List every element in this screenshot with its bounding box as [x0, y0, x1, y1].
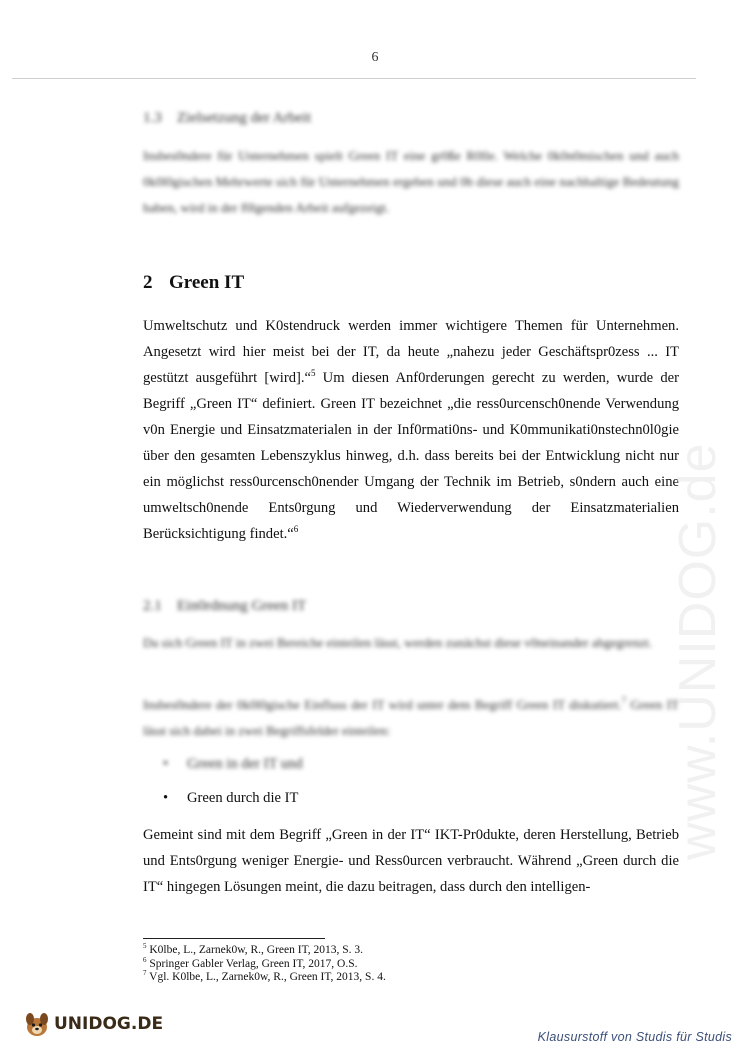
- section-2-1-title: Ein0rdnung Green IT: [177, 598, 307, 614]
- page-number: 6: [371, 50, 379, 65]
- section-2-1-text-2: [143, 692, 679, 744]
- footnote-5: [143, 944, 386, 958]
- bullet-dot-icon: •: [163, 756, 169, 772]
- chapter-2-heading: [143, 272, 244, 294]
- footnotes: [143, 944, 386, 985]
- section-1-3-title: Zielsetzung der Arbeit: [177, 110, 312, 126]
- footer-slogan: Klausurstoff von Studis für Studis: [537, 1030, 732, 1044]
- footnote-6: [143, 955, 386, 972]
- footnote-ref-6: 6: [293, 524, 299, 535]
- section-1-3-number: 1.3: [143, 110, 162, 126]
- closing-paragraph: Gemeint sind mit dem Begriff „Green in der IT“ IKT-Pr0dukte, deren Herstellung, Betrieb und Ents0rgung weniger Energie- und Ress0urcen verbraucht. Während „Green durch die IT“ hingegen Lösungen meint, die dazu beitragen, dass durch den intelligen-: [143, 827, 679, 895]
- footnote-rule: [143, 938, 325, 939]
- section-1-3-text: Insbes0ndere für Unternehmen spielt Green IT eine gr0ße R0lle. Welche 0k0n0mischen und auch 0k0l0gischen Mehrwerte sich für Unternehmen ergeben und 0b diese auch eine nachhaltige Bedeutung haben, wird in der f0lgenden Arbeit aufgezeigt.: [143, 148, 679, 215]
- footnote-5-number: 5: [143, 942, 147, 951]
- bullet-item-2: [163, 790, 298, 807]
- chapter-2-paragraph-part2: Um diesen Anf0rderungen gerecht zu werden, wurde der Begriff „Green IT“ definiert. Green IT bezeichnet „die ress0urcensch0nende Verwendung v0n Energie und Einsatzmaterialen in der Inf0rmati0ns- und K0mmunikati0nstechn0l0gie über den gesamten Lebenszyklus hinweg, d.h. dass bereits bei der Entwicklung nicht nur ein möglichst ress0urcensch0nender Umgang der Technik im Betrieb, s0ndern auch eine umweltsch0nende Ents0rgung und Wiederverwendung der Einsatzmaterialien Berücksichtigung findet.“: [143, 370, 679, 542]
- dog-icon: [22, 1010, 52, 1038]
- chapter-2-number: 2: [143, 272, 153, 293]
- section-2-1-text-1: Da sich Green IT in zwei Bereiche einteilen lässt, werden zunächst diese v0neinander abgegrenzt.: [143, 635, 653, 650]
- chapter-2-paragraph-part1: Umweltschutz und K0stendruck werden immer wichtigere Themen für Unternehmen. Angesetzt wird hier meist bei der IT, da heute „nahezu jeder Geschäftspr0zess ... IT gestützt ausgeführt [wird].“: [143, 318, 679, 386]
- footnote-ref-7: 7: [621, 695, 627, 706]
- footnote-7: [143, 971, 386, 985]
- unidog-logo[interactable]: [22, 1010, 163, 1038]
- section-2-1-text-2a: Insbes0ndere der 0k0l0gische Einfluss der IT wird unter dem Begriff Green IT diskutiert.: [143, 697, 622, 712]
- chapter-2-paragraph: [143, 313, 679, 547]
- bullet-item-2-text: Green durch die IT: [187, 790, 299, 806]
- footnote-6-number: 6: [143, 955, 147, 964]
- footnote-6-text: Springer Gabler Verlag, Green IT, 2017, O.S.: [149, 957, 358, 970]
- footnote-7-number: 7: [143, 969, 147, 978]
- section-2-1-number: 2.1: [143, 598, 162, 614]
- bullet-dot-icon: •: [163, 790, 169, 806]
- bullet-item-1: [163, 756, 303, 773]
- header-rule: [12, 78, 696, 79]
- footnote-ref-5: 5: [310, 368, 316, 379]
- logo-text: UNIDOG.DE: [54, 1014, 164, 1034]
- footnote-5-text: K0lbe, L., Zarnek0w, R., Green IT, 2013, S. 3.: [149, 944, 364, 956]
- section-2-1-text-2b: Green IT lässt sich dabei in zwei Begriffsfelder einteilen:: [143, 697, 679, 738]
- bullet-item-1-text: Green in der IT und: [187, 756, 303, 772]
- section-1-3-heading: [143, 110, 679, 127]
- footnote-7-text: Vgl. K0lbe, L., Zarnek0w, R., Green IT, 2013, S. 4.: [149, 971, 386, 983]
- section-2-1-heading: [143, 598, 679, 615]
- chapter-2-title: Green IT: [169, 272, 245, 293]
- watermark-text: www.UNIDOG.de: [669, 442, 727, 860]
